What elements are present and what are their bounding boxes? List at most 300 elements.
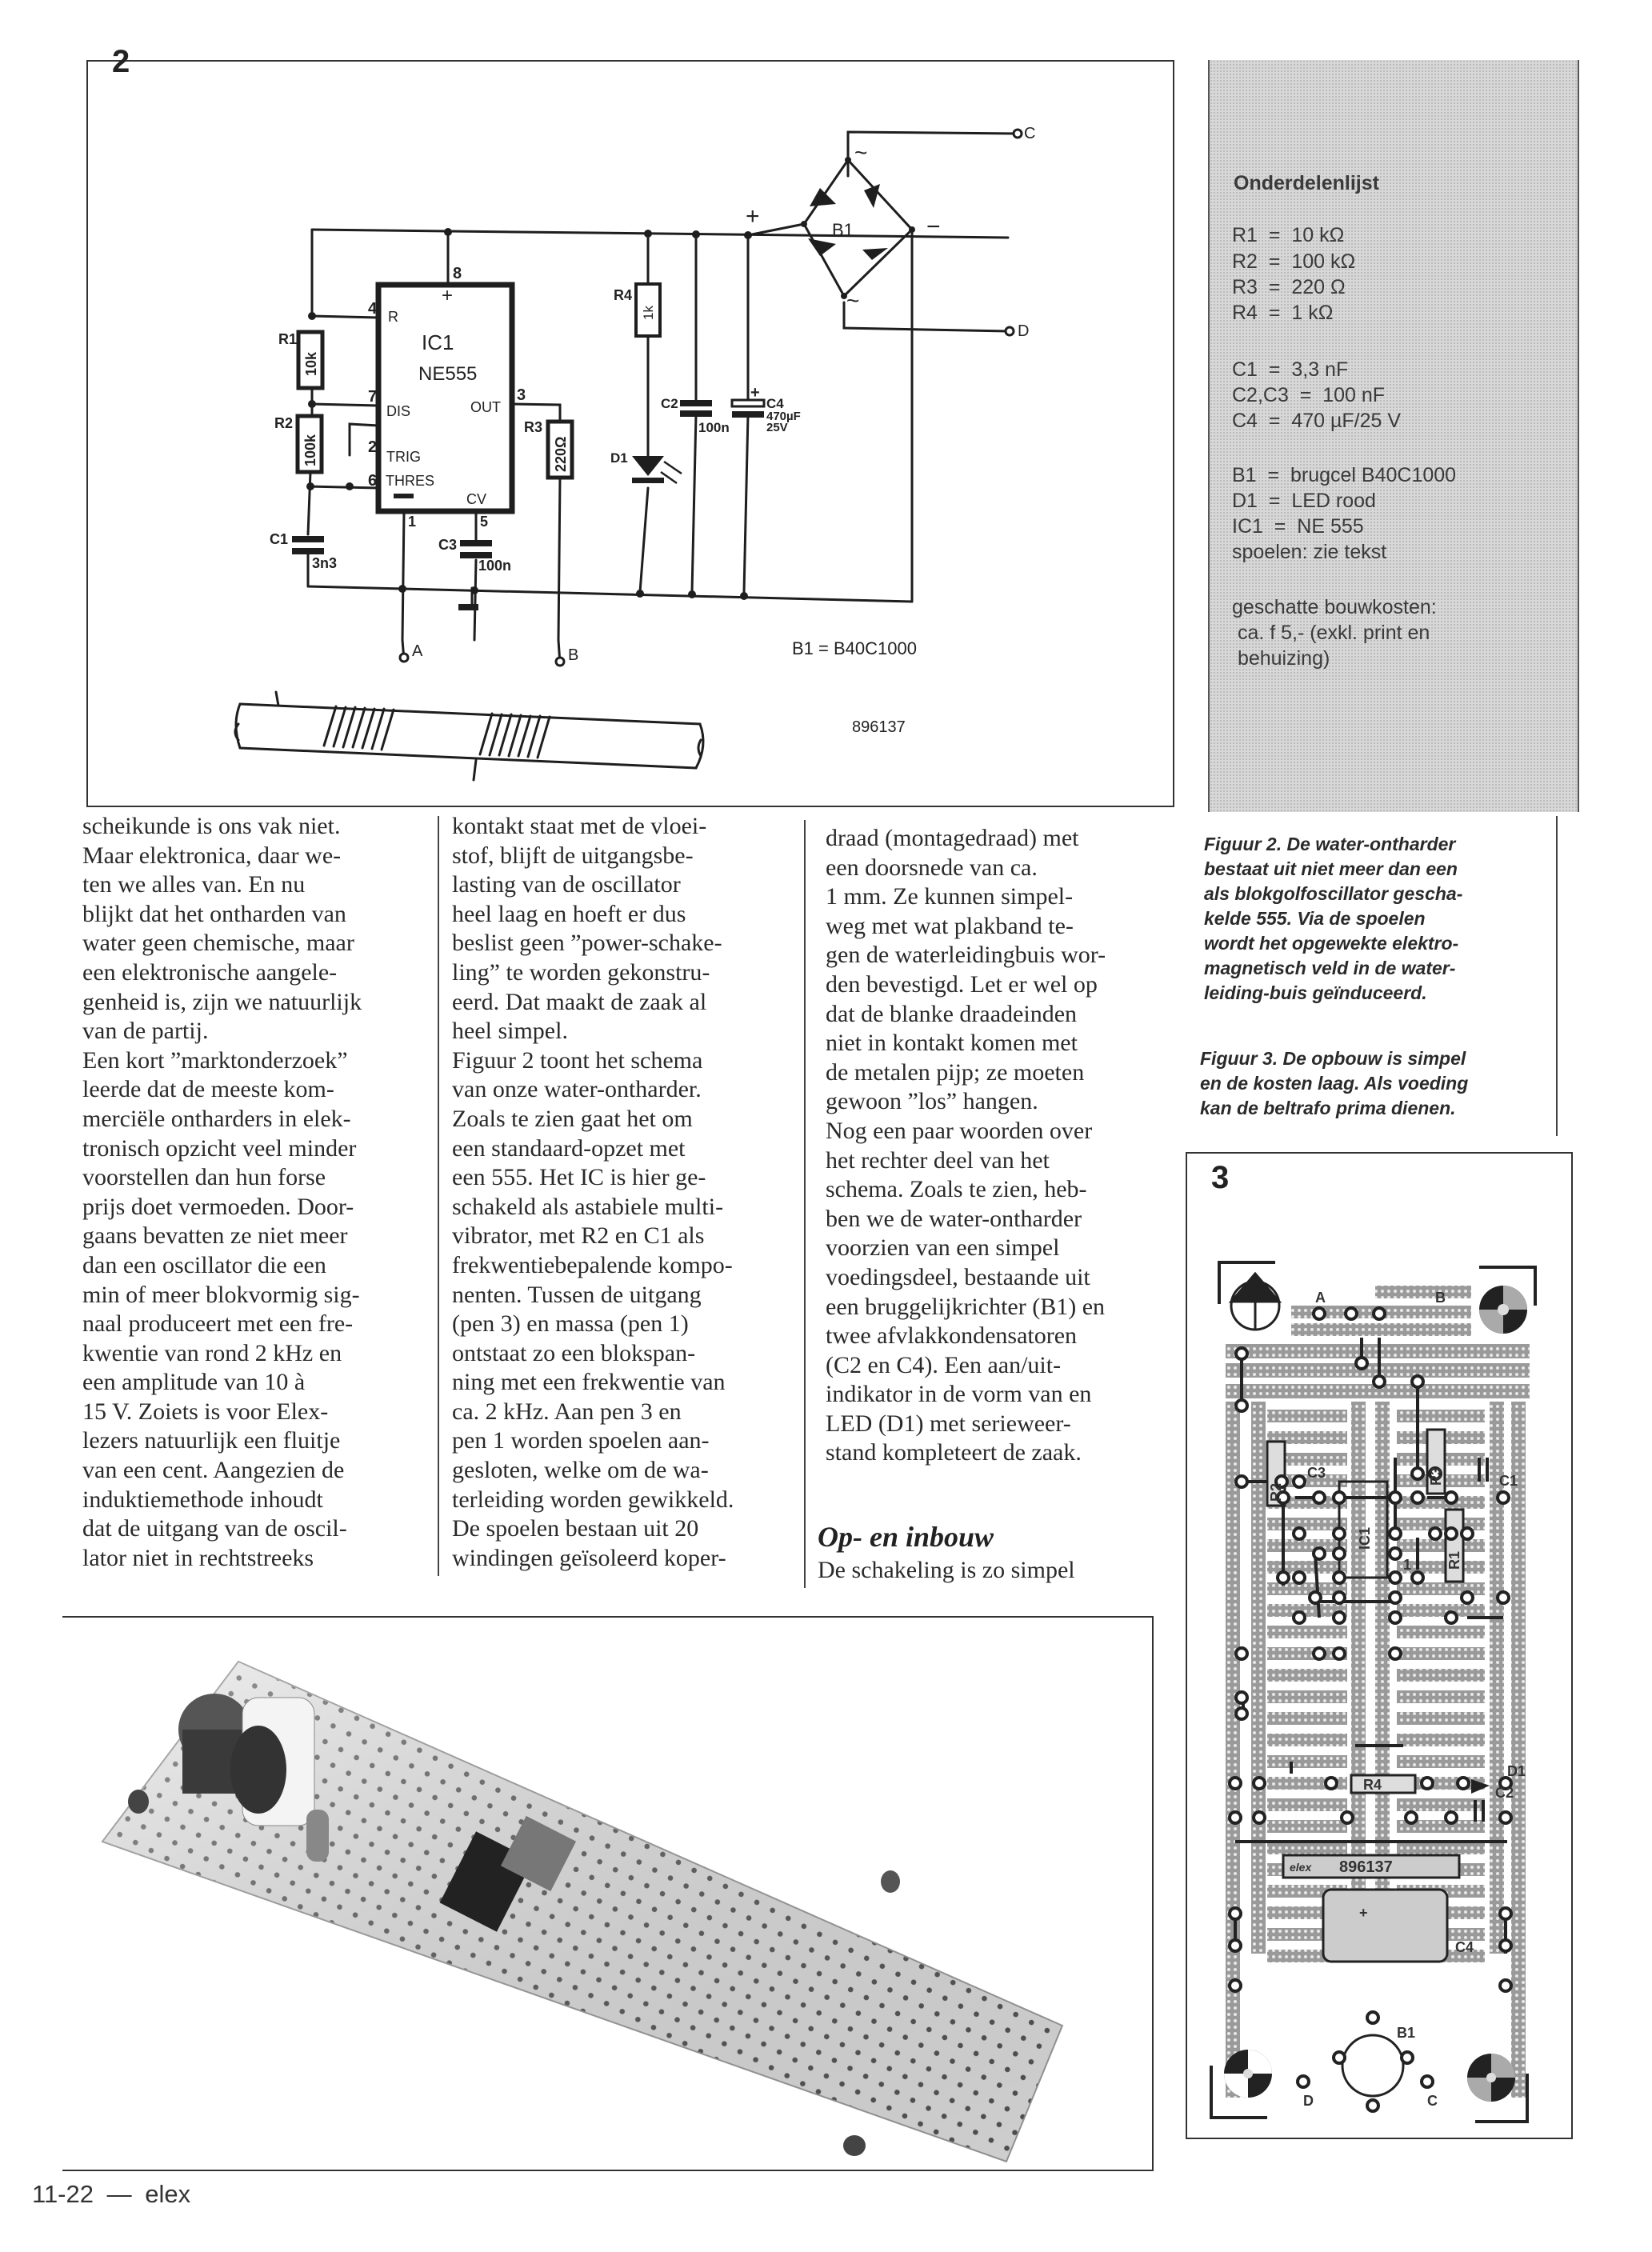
article-line: terleiding worden gewikkeld. [452, 1486, 734, 1513]
solder-pad [1498, 1592, 1509, 1603]
solder-pad [1500, 1940, 1511, 1951]
article-line: schakeld als astabiele multi- [452, 1193, 724, 1220]
wire-r3-gnd [558, 478, 560, 640]
c1-value: 3n3 [312, 555, 338, 571]
pcb-board-logo: elex [1290, 1861, 1312, 1874]
article-line: gaans bevatten ze niet meer [82, 1222, 348, 1250]
article-line: beslist geen ”power-schake- [452, 930, 722, 957]
solder-pad [1334, 1548, 1345, 1559]
r2-label: R2 [274, 415, 294, 431]
article-line: stand kompleteert de zaak. [826, 1439, 1082, 1466]
ic-gnd-mark [394, 494, 414, 498]
solder-pad [1500, 1908, 1511, 1919]
article-line: Nog een paar woorden over [826, 1117, 1093, 1144]
solder-pad [1422, 1778, 1433, 1789]
article-line: een amplitude van 10 à [82, 1369, 306, 1396]
footer-dash: — [106, 2180, 132, 2208]
article-line: kontakt staat met de vloei- [452, 813, 707, 839]
solder-pad [1430, 1528, 1441, 1539]
article-line: voedingsdeel, bestaande uit [826, 1263, 1090, 1290]
parts-capacitor-3: C4 = 470 µF/25 V [1232, 410, 1402, 432]
solder-pad [1462, 1592, 1473, 1603]
pipe-mark-1 [276, 692, 278, 706]
pin-7-label: 7 [368, 388, 378, 406]
r2-value: 100k [302, 434, 318, 466]
d1-led-bar [632, 478, 664, 483]
photo-mount-hole-3 [843, 2135, 866, 2156]
solder-pad [1390, 1648, 1401, 1659]
solder-pad [1326, 1778, 1337, 1789]
pcb-label-c2: C2 [1495, 1785, 1514, 1801]
pcb-label-c3: C3 [1307, 1465, 1326, 1481]
caption-line: en de kosten laag. Als voeding [1200, 1073, 1469, 1094]
article-line: De spoelen bestaan uit 20 [452, 1515, 699, 1542]
article-line: 1 mm. Ze kunnen simpel- [826, 883, 1074, 910]
terminal-a-label: A [412, 642, 423, 660]
column-rule-2 [804, 820, 806, 1588]
r4-outline [1351, 1775, 1415, 1793]
pin-dis-label: DIS [386, 403, 411, 419]
bridge-minus-label: − [926, 214, 941, 240]
copper-strip [1397, 1626, 1485, 1638]
solder-pad [1367, 2012, 1378, 2023]
article-line: (C2 en C4). Een aan/uit- [826, 1351, 1062, 1378]
c1-plate-bottom [292, 548, 324, 554]
copper-strip [1267, 1626, 1347, 1638]
pipe-mark-2 [474, 760, 476, 780]
copper-strip [1267, 1410, 1347, 1422]
photo-led [306, 1810, 329, 1862]
solder-pad [1498, 1492, 1509, 1503]
caption-line: Figuur 2. De water-ontharder [1204, 834, 1456, 854]
solder-pad [1314, 1308, 1325, 1319]
copper-strip [1267, 1734, 1347, 1746]
article-line: tronisch opzicht veel minder [82, 1134, 357, 1162]
solder-pad [1314, 1492, 1325, 1503]
pin-thres-label: THRES [386, 473, 435, 489]
d1-led-triangle [632, 456, 664, 476]
article-line: eerd. Dat maakt de zaak al [452, 988, 707, 1015]
article-line: ca. 2 kHz. Aan pen 3 en [452, 1398, 682, 1425]
solder-pad [1236, 1348, 1247, 1359]
copper-strip [1397, 1798, 1485, 1811]
article-line: het rechter deel van het [826, 1146, 1050, 1174]
pin-out-label: OUT [470, 399, 501, 415]
solder-pad [1230, 1980, 1241, 1991]
pipe-end-right [696, 724, 703, 768]
article-line: voorzien van een simpel [826, 1234, 1060, 1262]
article-line: lasting van de oscillator [452, 871, 681, 898]
article-line: naal produceert met een fre- [82, 1310, 354, 1338]
solder-pad [1446, 1528, 1457, 1539]
parts-other-2: D1 = LED rood [1232, 490, 1376, 512]
solder-pad [1294, 1612, 1305, 1623]
ic1-name: IC1 [422, 330, 454, 354]
article-line: gewoon ”los” hangen. [826, 1088, 1038, 1115]
mounting-hole-bottom-right [1467, 2054, 1515, 2102]
schematic-note: B1 = B40C1000 [792, 638, 917, 658]
pcb-board-code: 896137 [1339, 1858, 1393, 1876]
copper-strip [1397, 1539, 1485, 1552]
article-line: leerde dat de meeste kom- [82, 1076, 334, 1103]
figure-3-stripboard [1187, 1154, 1571, 2138]
article-line: LED (D1) met serieweer- [826, 1410, 1071, 1437]
solder-pad [1236, 1400, 1247, 1411]
mounting-hole-bottom-left [1224, 2050, 1272, 2098]
pin-3-label: 3 [517, 386, 526, 404]
junction-dots [306, 157, 915, 600]
copper-strip [1267, 1820, 1347, 1833]
article-line: den bevestigd. Let er wel op [826, 970, 1098, 998]
article-line: induktiemethode inhoudt [82, 1486, 323, 1513]
solder-pad [1390, 1592, 1401, 1603]
schematic-code: 896137 [852, 718, 906, 736]
article-column-2 [452, 812, 734, 1573]
article-line: van de partij. [82, 1018, 209, 1045]
parts-other-1: B1 = brugcel B40C1000 [1232, 464, 1457, 486]
article-line: van onze water-ontharder. [452, 1076, 702, 1103]
photo-mount-hole-2 [881, 1870, 900, 1893]
terminal-d-label: D [1018, 322, 1030, 340]
r3-value: 220Ω [553, 436, 569, 472]
pin-5-label: 5 [480, 514, 489, 530]
article-line: van een cent. Aangezien de [82, 1457, 345, 1484]
copper-strip [1397, 1410, 1485, 1422]
photo-mount-hole-1 [128, 1790, 149, 1814]
copper-strip [1397, 1712, 1485, 1725]
mounting-hole-top-left [1231, 1274, 1279, 1330]
photo-board-illustration [62, 1618, 1152, 2170]
pcb-label-b1: B1 [1397, 2025, 1416, 2041]
diode-3 [808, 238, 836, 256]
article-line: ten we alles van. En nu [82, 871, 306, 898]
article-line: heel simpel. [452, 1018, 568, 1045]
diode-1 [810, 188, 836, 206]
copper-strip [1397, 1734, 1485, 1746]
figure-3-caption [1200, 1046, 1468, 1121]
pcb-label-pin1: 1 [1403, 1557, 1412, 1573]
solder-pad [1254, 1778, 1265, 1789]
solder-pad [1334, 1612, 1345, 1623]
article-line: De schakeling is zo simpel [818, 1557, 1075, 1583]
figure-3-frame [1186, 1152, 1573, 2139]
pin-1-label: 1 [408, 514, 417, 530]
pin-trig-label: TRIG [386, 449, 421, 465]
pin-cv-label: CV [466, 491, 487, 507]
solder-pad [1278, 1572, 1289, 1583]
article-line: ling” te worden gekonstru- [452, 958, 710, 986]
terminal-c-icon [1014, 130, 1022, 138]
solder-pad [1230, 1908, 1241, 1919]
d1-label: D1 [610, 450, 628, 466]
pin-8-label: 8 [453, 265, 462, 282]
solder-pad [1334, 2052, 1345, 2063]
parts-other-3: IC1 = NE 555 [1232, 515, 1364, 538]
solder-pad [1334, 1572, 1345, 1583]
copper-strip [1397, 1755, 1485, 1768]
article-line: ning met een frekwentie van [452, 1369, 726, 1396]
bridge-ac-bottom-label: ~ [846, 288, 860, 313]
pcb-label-ic1: IC1 [1357, 1526, 1373, 1550]
pin-r-label: R [388, 309, 398, 325]
section-heading: Op- en inbouw [818, 1521, 994, 1553]
solder-pad [1236, 1648, 1247, 1659]
solder-pad [1446, 1812, 1457, 1823]
copper-strip [1397, 1842, 1485, 1854]
article-column-1 [82, 812, 362, 1573]
article-line: kwentie van rond 2 kHz en [82, 1339, 342, 1366]
solder-pad [1374, 1308, 1385, 1319]
solder-pad [1314, 1648, 1325, 1659]
terminal-b-icon [556, 658, 564, 666]
parts-resistor-3: R3 = 220 Ω [1232, 276, 1346, 298]
wire-c4-gnd [744, 414, 748, 592]
solder-pad [1342, 1812, 1353, 1823]
solder-pad [1390, 1548, 1401, 1559]
article-line: stof, blijft de uitgangsbe- [452, 842, 694, 869]
parts-list-box [1208, 60, 1579, 812]
article-column-3-continued [818, 1556, 1075, 1586]
solder-pad [1412, 1492, 1423, 1503]
photo-assembled-board [62, 1616, 1154, 2171]
article-line: ben we de water-ontharder [826, 1205, 1082, 1232]
diode-2 [864, 184, 880, 208]
solder-pad [1406, 1812, 1417, 1823]
c1-label: C1 [270, 531, 289, 547]
article-line: een 555. Het IC is hier ge- [452, 1164, 706, 1191]
gnd-symbol [458, 604, 478, 610]
mounting-hole-top-right [1479, 1286, 1527, 1334]
terminal-a-icon [400, 654, 408, 662]
article-column-3 [826, 824, 1106, 1468]
solder-pad [1500, 1812, 1511, 1823]
coil-b-windings [480, 714, 550, 758]
copper-strip [1267, 1690, 1347, 1703]
wire-d1-gnd [640, 488, 648, 592]
pin-2-label: 2 [368, 438, 378, 456]
article-line: Maar elektronica, daar we- [82, 842, 342, 869]
r4-label: R4 [614, 287, 633, 303]
wire-c3-gnd [474, 560, 476, 640]
figure-2-caption [1204, 832, 1462, 1006]
page-number: 11-22 [32, 2180, 94, 2208]
pcb-label-r2: R2 [1268, 1482, 1284, 1502]
copper-strip [1397, 1604, 1485, 1617]
copper-strip [1267, 1669, 1347, 1682]
solder-pad [1390, 1528, 1401, 1539]
article-line: indikator in de vorm van en [826, 1381, 1092, 1408]
article-line: (pen 3) en massa (pen 1) [452, 1310, 689, 1338]
article-line: twee afvlakkondensatoren [826, 1322, 1078, 1350]
solder-pad [1390, 1572, 1401, 1583]
solder-pad [1230, 1940, 1241, 1951]
solder-pad [1310, 1592, 1321, 1603]
magazine-name: elex [145, 2180, 191, 2208]
copper-strip [1397, 1690, 1485, 1703]
article-line: heel laag en hoeft er dus [452, 900, 686, 927]
solder-pad [1462, 1528, 1473, 1539]
article-line: Figuur 2 toont het schema [452, 1046, 703, 1074]
caption-line: wordt het opgewekte elektro- [1204, 933, 1459, 954]
wire-bridge-to-c [848, 132, 1016, 176]
copper-strip [1267, 1755, 1347, 1768]
photo-capacitor-sleeve [230, 1726, 286, 1814]
parts-cost-2: ca. f 5,- (exkl. print en [1232, 622, 1430, 644]
parts-cost-3: behuizing) [1232, 647, 1330, 670]
solder-pad [1294, 1572, 1305, 1583]
parts-list-title: Onderdelenlijst [1234, 172, 1379, 194]
article-line: de metalen pijp; ze moeten [826, 1058, 1085, 1086]
article-line: prijs doet vermoeden. Door- [82, 1193, 354, 1220]
c3-label: C3 [438, 537, 458, 553]
c1-plate-top [292, 536, 324, 542]
solder-pad [1334, 1528, 1345, 1539]
coil-a-windings [324, 706, 394, 750]
caption-line: kan de beltrafo prima dienen. [1200, 1098, 1456, 1118]
caption-line: bestaat uit niet meer dan een [1204, 858, 1458, 879]
wire-pin1 [402, 512, 404, 640]
article-line: dat de uitgang van de oscil- [82, 1515, 347, 1542]
article-line: schema. Zoals te zien, heb- [826, 1176, 1087, 1203]
solder-pad [1236, 1692, 1247, 1703]
figure-2-number: 2 [112, 44, 130, 79]
copper-strip [1267, 1798, 1347, 1811]
article-line: niet in kontakt komen met [826, 1030, 1078, 1057]
solder-pads [1230, 1308, 1511, 2111]
solder-pad [1422, 2076, 1433, 2087]
solder-pad [1412, 1468, 1423, 1479]
article-line: Een kort ”marktonderzoek” [82, 1046, 348, 1074]
solder-pad [1346, 1308, 1357, 1319]
parts-resistor-4: R4 = 1 kΩ [1232, 302, 1334, 324]
bridge-plus-label: + [746, 203, 760, 230]
article-line: weg met wat plakband te- [826, 912, 1074, 939]
parts-capacitor-1: C1 = 3,3 nF [1232, 358, 1349, 381]
r4-value: 1k [641, 306, 656, 320]
pcb-label-a: A [1315, 1290, 1326, 1306]
solder-pad [1446, 1492, 1457, 1503]
solder-pad [1390, 1612, 1401, 1623]
c4-value-1: 470µF [766, 410, 801, 423]
parts-cost-1: geschatte bouwkosten: [1232, 596, 1437, 618]
article-line: Zoals te zien gaat het om [452, 1105, 693, 1132]
solder-pad [1298, 2076, 1309, 2087]
c4-value-2: 25V [766, 421, 788, 434]
pipe-end-left [235, 704, 240, 748]
article-line: een standaard-opzet met [452, 1134, 686, 1162]
solder-pad [1367, 2100, 1378, 2111]
r1-outline [1446, 1510, 1463, 1582]
parts-resistor-1: R1 = 10 kΩ [1232, 224, 1345, 246]
solder-pad [1412, 1572, 1423, 1583]
copper-strip [1397, 1669, 1485, 1682]
solder-pad [1446, 1612, 1457, 1623]
pcb-label-c: C [1427, 2093, 1438, 2109]
c4-outline [1323, 1890, 1447, 1962]
pcb-label-r4: R4 [1363, 1777, 1382, 1793]
solder-pad [1402, 2052, 1413, 2063]
wire-r2-c1 [308, 472, 310, 534]
pcb-label-b: B [1435, 1290, 1446, 1306]
solder-pad [1230, 1812, 1241, 1823]
article-line: blijkt dat het ontharden van [82, 900, 346, 927]
pcb-label-r3: R3 [1428, 1466, 1444, 1486]
article-line: nenten. Tussen de uitgang [452, 1281, 702, 1308]
wire-c2-gnd [692, 414, 696, 592]
c2-plate-bottom [680, 410, 712, 417]
solder-pad [1334, 1648, 1345, 1659]
article-line: een doorsnede van ca. [826, 854, 1038, 881]
solder-pad [1334, 1492, 1345, 1503]
c2-label: C2 [661, 396, 678, 411]
pin-4-label: 4 [368, 300, 378, 318]
r1-value: 10k [303, 351, 319, 376]
parts-other-4: spoelen: zie tekst [1232, 541, 1387, 563]
article-line: min of meer blokvormig sig- [82, 1281, 360, 1308]
article-line: scheikunde is ons vak niet. [82, 813, 341, 839]
article-line: water geen chemische, maar [82, 930, 354, 957]
r1-label: R1 [278, 331, 298, 347]
caption-line: leiding-buis geïnduceerd. [1204, 982, 1427, 1003]
pcb-label-d1: D1 [1507, 1763, 1526, 1779]
pcb-label-r1: R1 [1446, 1550, 1462, 1570]
pcb-label-d: D [1303, 2093, 1314, 2109]
article-line: lator niet in rechtstreeks [82, 1544, 314, 1571]
copper-strip [1267, 1842, 1347, 1854]
article-line: een bruggelijkrichter (B1) en [826, 1293, 1106, 1320]
page-footer [32, 2180, 190, 2209]
article-line: gen de waterleidingbuis wor- [826, 942, 1106, 969]
copper-strip [1397, 1647, 1485, 1660]
solder-pad [1500, 1980, 1511, 1991]
pcb-label-c4: C4 [1455, 1939, 1474, 1955]
article-line: dat de blanke draadeinden [826, 1000, 1078, 1027]
parts-resistor-2: R2 = 100 kΩ [1232, 250, 1356, 273]
article-line: windingen geïsoleerd koper- [452, 1544, 726, 1571]
solder-pad [1294, 1528, 1305, 1539]
c2-value: 100n [698, 420, 730, 435]
pcb-label-c1: C1 [1499, 1473, 1518, 1489]
caption-rule [1556, 816, 1558, 1136]
article-line: draad (montagedraad) met [826, 825, 1079, 851]
c4-plus: + [750, 384, 760, 402]
article-line: dan een oscillator die een [82, 1251, 326, 1278]
solder-pad [1374, 1376, 1385, 1387]
c3-plate-top [460, 540, 492, 546]
article-line: vibrator, met R2 en C1 als [452, 1222, 705, 1250]
figure-3-number: 3 [1211, 1160, 1230, 1195]
article-line: frekwentiebepalende kompo- [452, 1251, 733, 1278]
solder-pad [1334, 1592, 1345, 1603]
solder-pad [1236, 1476, 1247, 1487]
article-line: voorstellen dan hun forse [82, 1164, 326, 1191]
solder-pad [1458, 1778, 1469, 1789]
solder-pad [1412, 1376, 1423, 1387]
solder-pad [1390, 1492, 1401, 1503]
c3-value: 100n [478, 558, 512, 574]
pin-6-label: 6 [368, 472, 378, 490]
pcb-label-c4-plus: + [1359, 1905, 1368, 1921]
column-rule-1 [438, 816, 439, 1576]
copper-strip [1267, 1712, 1347, 1725]
solder-pad [1314, 1548, 1325, 1559]
terminal-b-label: B [568, 646, 579, 664]
article-line: ontstaat zo een blokspan- [452, 1339, 696, 1366]
bridge-ac-top-label: ~ [854, 140, 868, 165]
article-line: gesloten, welke om de wa- [452, 1457, 709, 1484]
caption-line: Figuur 3. De opbouw is simpel [1200, 1048, 1466, 1069]
caption-line: als blokgolfoscillator gescha- [1204, 883, 1463, 904]
